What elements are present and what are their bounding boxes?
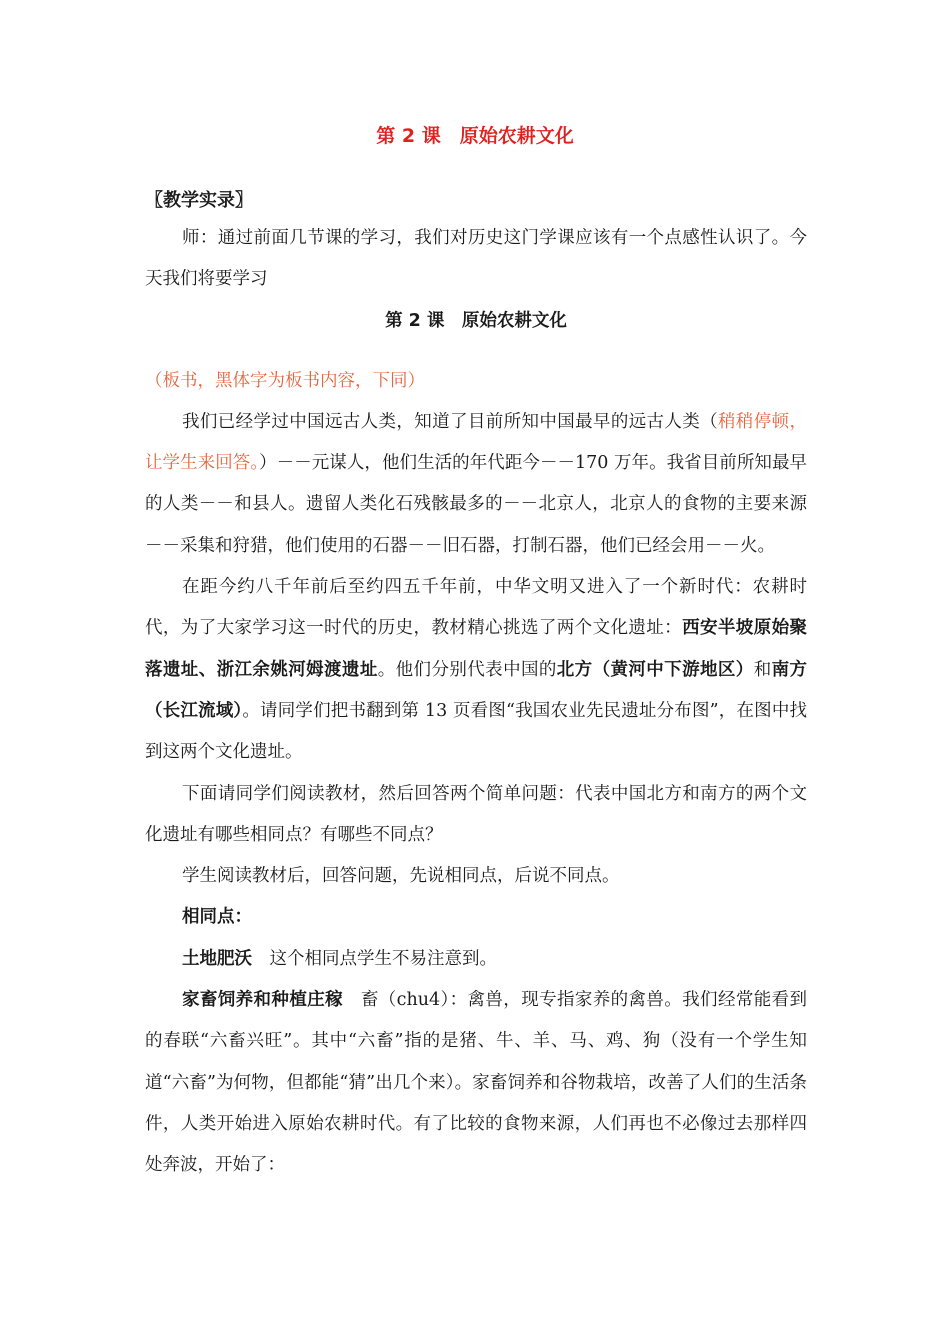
lesson-title: 第 2 课 原始农耕文化 xyxy=(385,310,567,331)
text-segment: ）－－元谋人，他们生活的年代距今－－170 万年。我省目前所知最早的人类－－和县人。遗留人类化石残骸最多的－－北京人，北京人的食物的主要来源－－采集和狩猎，他们使用的石器－－旧石器，打制石器，他们已经会用－－火。 xyxy=(145,453,808,556)
subheading-similarities: 相同点： xyxy=(182,907,252,928)
paragraph-livestock xyxy=(145,980,807,1186)
text-segment: 这个相同点学生不易注意到。 xyxy=(252,948,497,969)
paragraph-ancient-humans xyxy=(145,402,807,567)
text-segment: 。请同学们把书翻到第 13 页看图“我国农业先民遗址分布图”，在图中找到这两个文化遗址。 xyxy=(145,700,807,763)
text-segment: 。他们分别代表中国的 xyxy=(377,659,557,680)
text-segment: 畜（chu4）：禽兽，现专指家养的禽兽。我们经常能看到的春联“六畜兴旺”。其中“六畜”指的是猪、牛、羊、马、鸡、狗（没有一个学生知道“六畜”为何物，但都能“猜”出几个来）。家畜饲养和谷物栽培，改善了人们的生活条件，人类开始进入原始农耕时代。有了比较的食物来源，人们再也不必像过去那样四处奔波，开始了： xyxy=(145,990,807,1176)
paragraph-intro: 师：通过前面几节课的学习，我们对历史这门学课应该有一个点感性认识了。今天我们将要学习 xyxy=(145,228,807,290)
bold-term: 北方（黄河中下游地区） xyxy=(556,659,754,680)
text-segment: 我们已经学过中国远古人类，知道了目前所知中国最早的远古人类（ xyxy=(182,411,719,432)
bold-term: 西安半坡原始聚落遗址、浙江余姚河姆渡遗址 xyxy=(145,618,808,680)
paragraph-farming-era xyxy=(145,567,807,773)
bold-term: 家畜饲养和种植庄稼 xyxy=(182,990,343,1011)
section-heading: 〖教学实录〗 xyxy=(145,190,253,211)
text-segment: 在距今约八千年前后至约四五千年前，中华文明又进入了一个新时代：农耕时代，为了大家学习这一时代的历史，教材精心挑选了两个文化遗址： xyxy=(145,577,807,639)
paragraph-student-reading: 学生阅读教材后，回答问题，先说相同点，后说不同点。 xyxy=(182,866,620,887)
document-title: 第 2 课 原始农耕文化 xyxy=(376,125,574,147)
document-body xyxy=(145,218,807,1187)
paragraph-fertile-land xyxy=(145,939,807,980)
note-blackboard: （板书，黑体字为板书内容，下同） xyxy=(145,370,425,391)
paragraph-questions: 下面请同学们阅读教材，然后回答两个简单问题：代表中国北方和南方的两个文化遗址有哪些相同点？有哪些不同点？ xyxy=(145,783,807,845)
bold-term: 南方（长江流域） xyxy=(145,659,808,721)
text-segment: 和 xyxy=(753,659,772,680)
teacher-note: 稍稍停顿，让学生来回答。 xyxy=(145,411,808,474)
bold-term: 土地肥沃 xyxy=(182,948,252,969)
